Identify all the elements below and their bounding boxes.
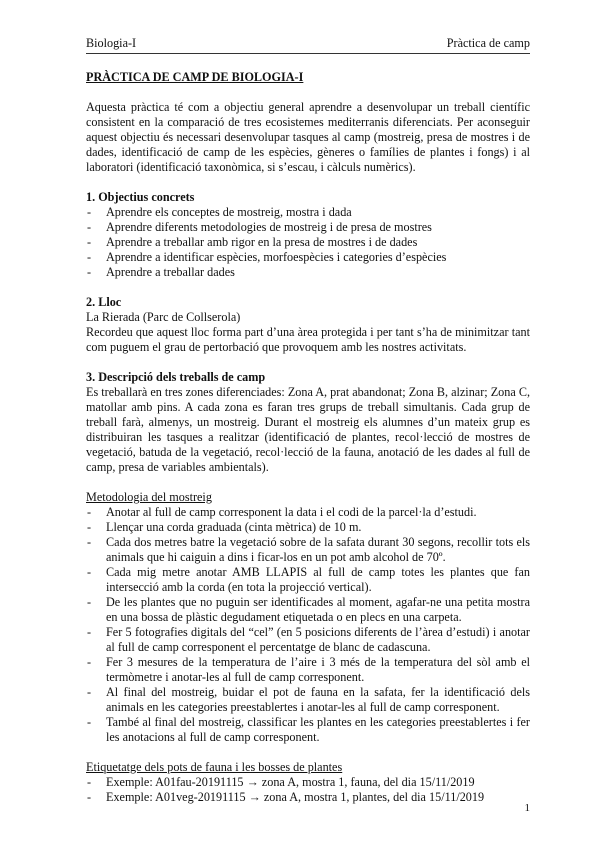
objectives-list xyxy=(86,205,530,280)
list-item: - Exemple: A01veg-20191115 → zona A, mostra 1, plantes, del dia 15/11/2019 xyxy=(86,790,530,805)
section-3-heading: 3. Descripció dels treballs de camp xyxy=(86,370,266,384)
labeling-heading: Etiquetatge dels pots de fauna i les bosses de plantes xyxy=(86,760,343,774)
list-item: - De les plantes que no puguin ser identificades al moment, agafar-ne una petita mostra en una bossa de plàstic degudament etiquetada o en plecs en una carpeta. xyxy=(86,595,530,625)
list-item: - Cada dos metres batre la vegetació sobre de la safata durant 30 segons, recollir tots els animals que hi caiguin a dins i ficar-los en un pot amb alcohol de 70º. xyxy=(86,535,530,565)
section-2-heading: 2. Lloc xyxy=(86,295,122,309)
section-1-heading: 1. Objectius concrets xyxy=(86,190,195,204)
page-header xyxy=(86,36,530,54)
list-item: - Cada mig metre anotar AMB LLAPIS al full de camp totes les plantes que fan intersecció amb la corda (en tota la projecció vertical). xyxy=(86,565,530,595)
list-item: - Aprendre a treballar amb rigor en la presa de mostres i de dades xyxy=(86,235,530,250)
labeling-list xyxy=(86,775,530,805)
place-paragraph: Recordeu que aquest lloc forma part d’una àrea protegida i per tant s’ha de minimitzar tant com puguem el grau de pertorbació que provoquem amb les nostres activitats. xyxy=(86,325,530,354)
methodology-heading: Metodologia del mostreig xyxy=(86,490,212,504)
list-item: - Aprendre a identificar espècies, morfoespècies i categories d’espècies xyxy=(86,250,530,265)
list-item: - Al final del mostreig, buidar el pot de fauna en la safata, fer la identificació dels animals en les categories preestablertes i anotar-les al full de camp corresponent. xyxy=(86,685,530,715)
list-item: - Exemple: A01fau-20191115 → zona A, mostra 1, fauna, del dia 15/11/2019 xyxy=(86,775,530,790)
header-right: Pràctica de camp xyxy=(446,36,530,50)
page-number: 1 xyxy=(524,802,530,814)
document-title: PRÀCTICA DE CAMP DE BIOLOGIA-I xyxy=(86,70,304,84)
description-paragraph: Es treballarà en tres zones diferenciades: Zona A, prat abandonat; Zona B, alzinar; Zona C, matollar amb pins. A cada zona es faran tres grups de treball simultanis. Cada grup de treball farà, almenys, un mostreig. Durant el mostreig els alumnes d’un mateix grup es distribuiran les tasques a realitzar (identificació de plantes, recol·lecció de mostres de vegetació, batuda de la vegetació, recol·lecció de la fauna, anotació de les dades al full de camp, presa de variables ambientals). xyxy=(86,385,530,474)
list-item: - Anotar al full de camp corresponent la data i el codi de la parcel·la d’estudi. xyxy=(86,505,530,520)
list-item: - També al final del mostreig, classificar les plantes en les categories preestablertes i fer les anotacions al full de camp corresponent. xyxy=(86,715,530,745)
header-left: Biologia-I xyxy=(86,36,137,50)
intro-paragraph: Aquesta pràctica té com a objectiu general aprendre a desenvolupar un treball científic consistent en la comparació de tres ecosistemes mediterranis diferenciats. Per aconseguir aquest objectiu és necessari desenvolupar tasques al camp (mostreig, presa de mostres i de dades, identificació de camp de les espècies, gèneres o famílies de plantes i fongs) i al laboratori (identificació taxonòmica, si s’escau, i càlculs numèrics). xyxy=(86,100,530,174)
list-item: - Fer 3 mesures de la temperatura de l’aire i 3 més de la temperatura del sòl amb el termòmetre i anotar-les al full de camp corresponent. xyxy=(86,655,530,685)
list-item: - Aprendre a treballar dades xyxy=(86,265,530,280)
list-item: - Aprendre els conceptes de mostreig, mostra i dada xyxy=(86,205,530,220)
document-body xyxy=(86,70,530,805)
methodology-list xyxy=(86,505,530,745)
list-item: - Fer 5 fotografies digitals del “cel” (en 5 posicions diferents de l’àrea d’estudi) i anotar al full de camp corresponent el percentatge de blanc de cadascuna. xyxy=(86,625,530,655)
list-item: - Aprendre diferents metodologies de mostreig i de presa de mostres xyxy=(86,220,530,235)
list-item: - Llençar una corda graduada (cinta mètrica) de 10 m. xyxy=(86,520,530,535)
place-name: La Rierada (Parc de Collserola) xyxy=(86,310,241,324)
